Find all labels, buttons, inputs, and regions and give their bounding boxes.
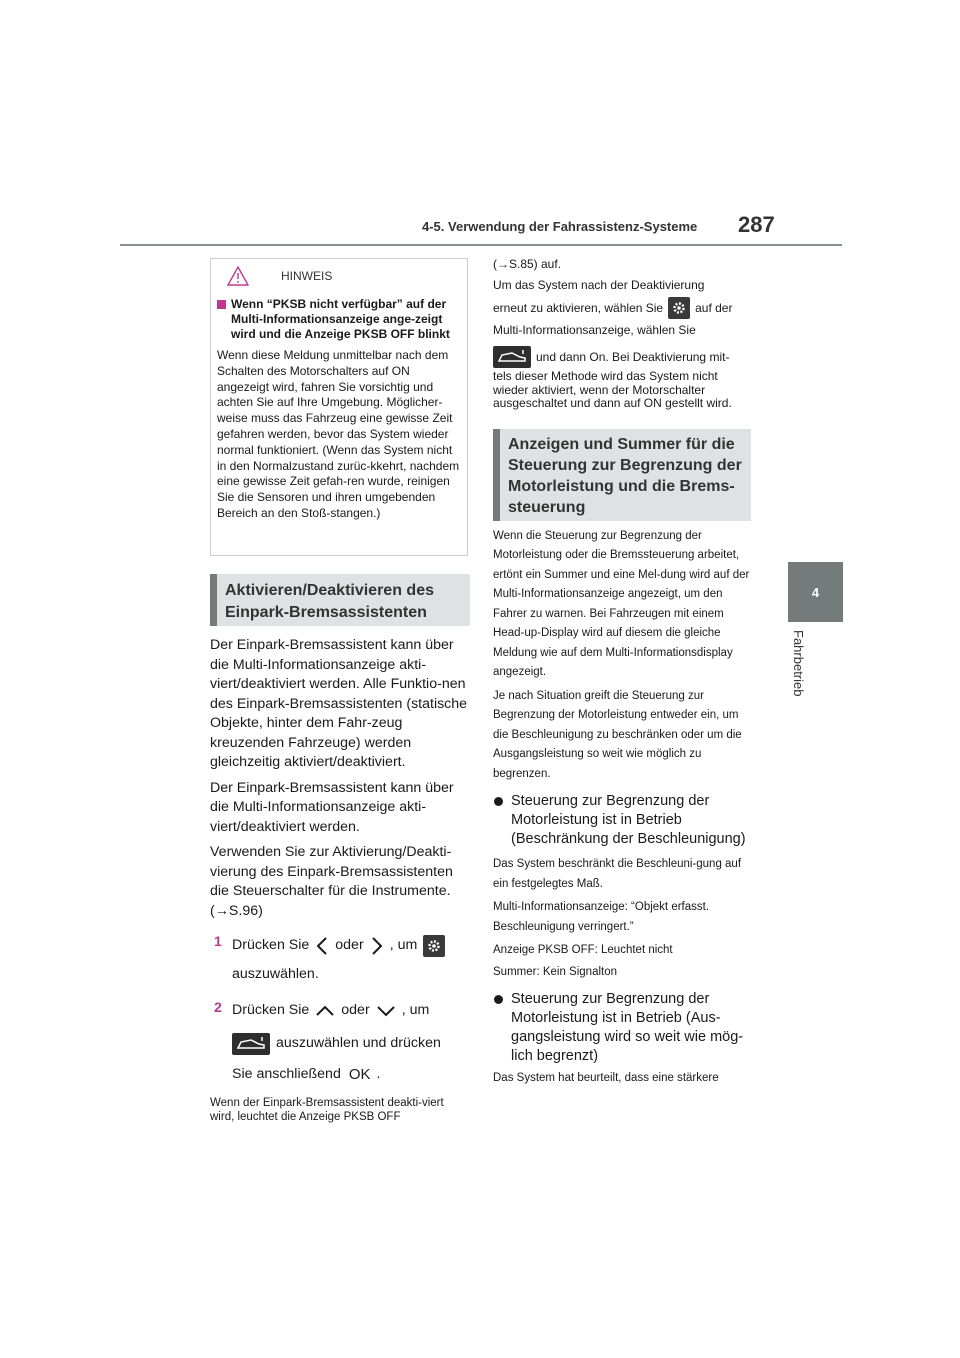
step-text: auszuwählen. <box>232 966 319 982</box>
paragraph <box>493 296 751 320</box>
bullet-heading: Steuerung zur Begrenzung der Motorleistung ist in Betrieb (Aus-gangsleistung wird so weit wie mög-lich begrenzt) <box>493 990 751 1066</box>
bullet-heading: Steuerung zur Begrenzung der Motorleistung ist in Betrieb (Beschränkung der Beschleunigung) <box>493 792 751 849</box>
step-text: Drücken Sie <box>232 1001 310 1018</box>
header-divider <box>120 244 842 246</box>
paragraph-text: Verwenden Sie zur Aktivierung/Deakti-vierung des Einpark-Bremsassistenten die Steuerschalter für die Instrumente. <box>210 844 453 899</box>
step-2 <box>210 999 470 1085</box>
paragraph <box>210 843 470 921</box>
step-text: . <box>376 1065 381 1082</box>
chevron-left-icon <box>315 936 329 956</box>
chevron-up-icon <box>315 1004 335 1018</box>
gear-icon <box>423 935 445 957</box>
right-column <box>493 254 751 1086</box>
notice-title <box>217 297 461 342</box>
chapter-label: Fahrbetrieb <box>791 630 806 697</box>
paragraph-text: und dann On. Bei Deaktivierung mit- <box>536 349 730 364</box>
chevron-down-icon <box>376 1004 396 1018</box>
paragraph: Um das System nach der Deaktivierung <box>493 278 705 292</box>
step-number: 2 <box>214 999 222 1016</box>
paragraph: Multi-Informationsanzeige, wählen Sie <box>493 323 696 337</box>
paragraph-text: erneut zu aktivieren, wählen Sie <box>493 300 664 315</box>
step-text: auszuwählen und drücken <box>276 1034 441 1051</box>
step-1 <box>210 933 470 985</box>
notice-label: HINWEIS <box>281 269 333 283</box>
notice-title-text: Wenn “PKSB nicht verfügbar” auf der Multi-Informationsanzeige ange-zeigt wird und die Anzeige PKSB OFF blinkt <box>231 297 450 341</box>
page-number: 287 <box>738 212 775 237</box>
step-text: Drücken Sie <box>232 937 310 954</box>
notice-header <box>217 263 461 289</box>
parking-brake-car-icon <box>493 346 531 368</box>
left-column <box>210 258 470 1124</box>
paragraph: (→S.85) auf. <box>493 257 562 271</box>
section-heading: Anzeigen und Summer für die Steuerung zur Begrenzung der Motorleistung und die Brems-steuerung <box>493 429 751 521</box>
square-bullet-icon <box>217 300 226 309</box>
ok-button-icon: OK <box>348 1065 371 1083</box>
paragraph: tels dieser Methode wird das System nicht wieder aktiviert, wenn der Motorschalter ausgeschaltet und dann auf ON gestellt wird. <box>493 369 732 410</box>
page-reference[interactable]: (→S.96) <box>210 902 263 919</box>
paragraph: Der Einpark-Bremsassistent kann über die Multi-Informationsanzeige akti-viert/deaktiviert werden. Alle Funktio-nen des Einpark-Bremsassistenten (statische Objekte, hinter dem Fahr-zeug kreuzenden Fahrzeuge) werden gleichzeitig aktiviert/deaktiviert. <box>210 637 468 770</box>
step-text: , um <box>389 937 418 954</box>
paragraph: Das System hat beurteilt, dass eine stärkere <box>493 1072 719 1084</box>
step-text: , um <box>401 1001 430 1018</box>
section-title: 4-5. Verwendung der Fahrassistenz-Systeme <box>422 219 698 234</box>
paragraph-text: auf der <box>695 300 733 315</box>
footnote: Wenn der Einpark-Bremsassistent deakti-viert wird, leuchtet die Anzeige PKSB OFF <box>210 1097 444 1123</box>
parking-brake-car-icon <box>232 1033 270 1055</box>
step-text: oder <box>341 1001 370 1018</box>
paragraph: Multi-Informationsanzeige: “Objekt erfasst. Beschleunigung verringert.” <box>493 901 710 933</box>
notice-box <box>210 258 468 556</box>
notice-body: Wenn diese Meldung unmittelbar nach dem Schalten des Motorschalters auf ON angezeigt wird, fahren Sie vorsichtig und achten Sie auf Ihre Umgebung. Möglicher-weise muss das Fahrzeug eine gewisse Zeit gefahren werden, bevor das System wieder normal funktioniert. (Wenn das System nicht in den Normalzustand zurüc-kkehrt, nachdem eine gewisse Zeit gefah-ren wurde, reinigen Sie die Sensoren und ihren umgebenden Bereich an den Stoß-stangen.) <box>217 348 460 520</box>
chevron-right-icon <box>370 936 384 956</box>
paragraph: Das System beschränkt die Beschleuni-gung auf ein festgelegtes Maß. <box>493 858 742 890</box>
paragraph <box>493 344 751 370</box>
section-heading: Aktivieren/Deaktivieren des Einpark-Bremsassistenten <box>210 574 470 626</box>
gear-icon <box>668 297 690 319</box>
paragraph: Anzeige PKSB OFF: Leuchtet nicht <box>493 944 673 956</box>
step-text: oder <box>335 937 364 954</box>
warning-icon <box>227 266 249 286</box>
paragraph: Summer: Kein Signalton <box>493 965 618 978</box>
step-number: 1 <box>214 934 222 950</box>
step-text: Sie anschließend <box>232 1065 341 1082</box>
chapter-tab[interactable] <box>788 562 843 622</box>
paragraph: Der Einpark-Bremsassistent kann über die Multi-Informationsanzeige akti-viert/deaktiviert werden. <box>210 779 454 835</box>
paragraph: Je nach Situation greift die Steuerung zur Begrenzung der Motorleistung entweder ein, um die Beschleunigung zu beschränken oder um die Ausgangsleistung so weit wie möglich zu begrenzen. <box>493 689 742 780</box>
chapter-number: 4 <box>811 584 820 600</box>
paragraph: Wenn die Steuerung zur Begrenzung der Motorleistung oder die Bremssteuerung arbeitet, ertönt ein Summer und eine Mel-dung wird auf der Multi-Informationsanzeige angezeigt, um den Fahrer zu warnen. Bei Fahrzeugen mit einem Head-up-Display wird auf diesem die gleiche Meldung wie auf dem Multi-Informationsdisplay angezeigt. <box>493 529 750 678</box>
